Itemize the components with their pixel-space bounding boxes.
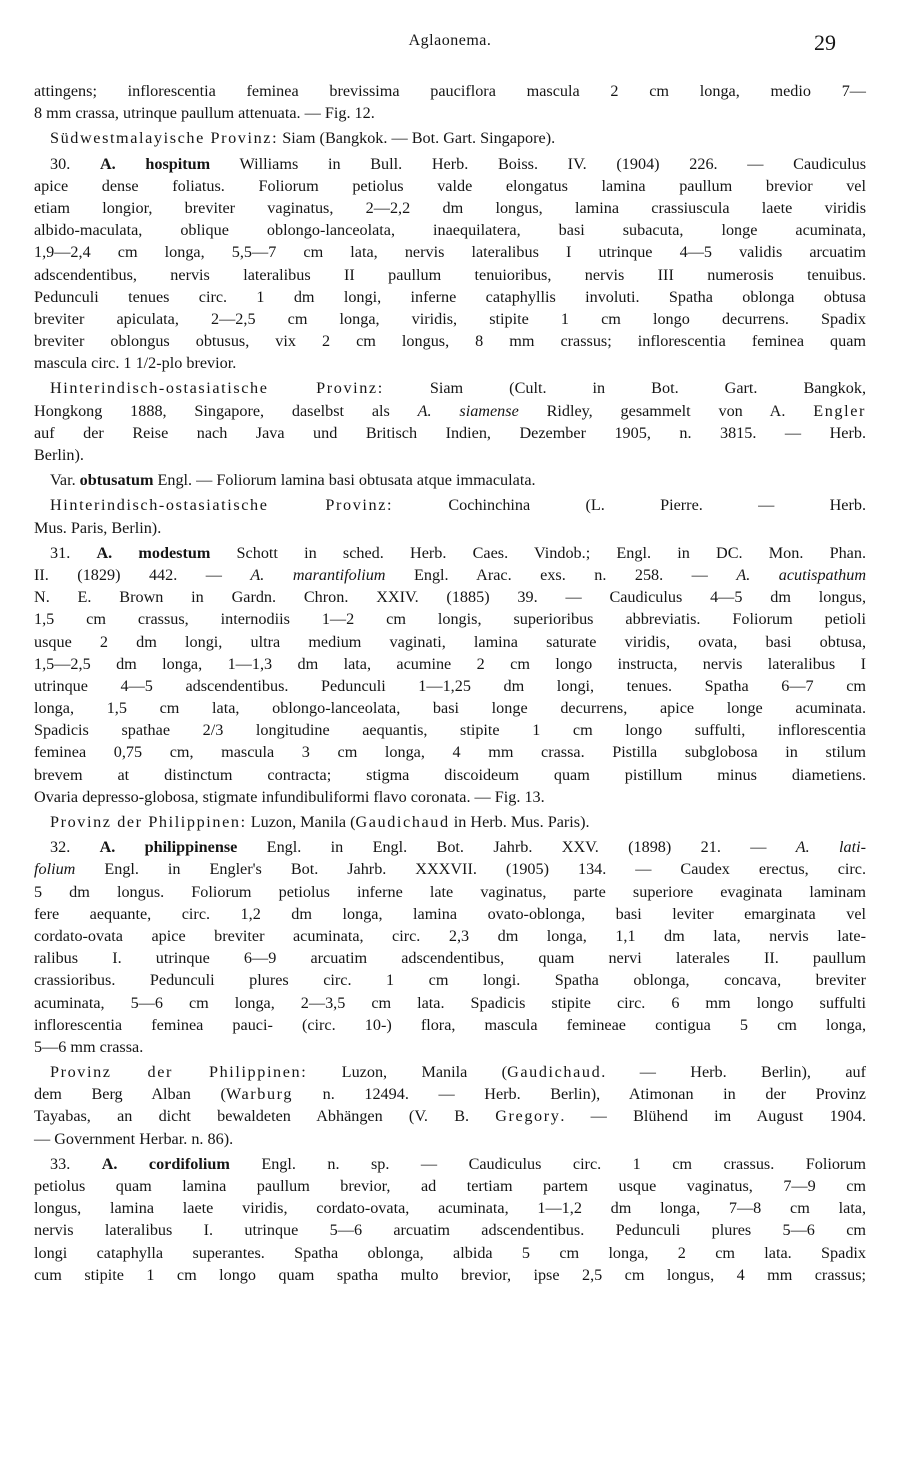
text-segment: — Government Herbar. n. 86). bbox=[34, 1129, 234, 1148]
synonym-name: A. lati- bbox=[795, 838, 867, 857]
text-line bbox=[34, 1153, 866, 1175]
text-line bbox=[34, 1264, 866, 1286]
text-line bbox=[34, 219, 866, 241]
text-segment: breviter oblongus obtusus, vix 2 cm longus, 8 mm crassus; inflorescentia feminea quam bbox=[34, 332, 866, 351]
synonym-name: A. siamense bbox=[417, 401, 519, 420]
text-segment: Engl. in Engl. Bot. Jahrb. XXV. (1898) 21. — bbox=[237, 838, 796, 857]
text-line bbox=[34, 786, 866, 808]
text-segment: etiam longior, breviter vaginatus, 2—2,2 dm longus, lamina crassiuscula laete viridis bbox=[34, 198, 866, 217]
text-segment: 33. bbox=[50, 1154, 102, 1173]
text-segment: auf der Reise nach Java und Britisch Indien, Dezember 1905, n. 3815. — Herb. bbox=[34, 423, 866, 442]
paragraph bbox=[34, 127, 866, 149]
text-segment: Luzon, Manila ( bbox=[246, 813, 356, 831]
text-line bbox=[34, 992, 866, 1014]
text-segment: inflorescentia feminea pauci- (circ. 10-) flora, mascula femineae contigua 5 cm longa, bbox=[34, 1015, 866, 1034]
text-line bbox=[34, 564, 866, 586]
paragraph bbox=[34, 811, 866, 833]
text-segment: Hongkong 1888, Singapore, daselbst als bbox=[34, 401, 418, 420]
text-segment: Schott in sched. Herb. Caes. Vindob.; Engl. in DC. Mon. Phan. bbox=[210, 543, 867, 562]
text-line bbox=[34, 1128, 866, 1150]
text-line bbox=[34, 719, 866, 741]
text-line bbox=[34, 586, 866, 608]
spaced-locality: Südwestmalayische Provinz: bbox=[50, 129, 279, 148]
text-segment: Williams in Bull. Herb. Boiss. IV. (1904) 226. — Caudiculus bbox=[210, 154, 867, 173]
text-line bbox=[34, 969, 866, 991]
species-name: A. modestum bbox=[96, 543, 211, 562]
text-segment: dem Berg Alban ( bbox=[34, 1085, 226, 1104]
synonym-name: folium bbox=[34, 860, 76, 879]
text-segment: cordato-ovata apice breviter acuminata, circ. 2,3 dm longa, 1,1 dm lata, nervis late- bbox=[34, 926, 866, 945]
text-segment: acuminata, 5—6 cm longa, 2—3,5 cm lata. Spadicis stipite circ. 6 mm longo suffulti bbox=[34, 993, 866, 1012]
text-line bbox=[34, 903, 866, 925]
text-segment: 8 mm crassa, utrinque paullum attenuata. — Fig. 12. bbox=[34, 104, 375, 123]
spaced-locality: Provinz der Philippinen: bbox=[50, 1063, 308, 1082]
page-number: 29 bbox=[814, 30, 836, 55]
text-line bbox=[34, 1036, 866, 1058]
text-segment: 5 dm longus. Foliorum petiolus inferne late vaginatus, parte superiore evaginata laminam bbox=[34, 882, 866, 901]
species-name: A. hospitum bbox=[99, 154, 211, 173]
text-segment: Engl. n. sp. — Caudiculus circ. 1 cm crassus. Foliorum bbox=[229, 1154, 866, 1173]
text-line bbox=[34, 697, 866, 719]
text-segment: feminea 0,75 cm, mascula 3 cm longa, 4 mm crassa. Pistilla subglobosa in stilum bbox=[34, 743, 866, 762]
text-segment: Engl. Arac. exs. n. 258. — bbox=[385, 565, 737, 584]
text-line bbox=[34, 881, 866, 903]
paragraph bbox=[34, 542, 866, 808]
spaced-locality: Hinterindisch-ostasiatische Provinz: bbox=[50, 379, 384, 398]
text-line bbox=[34, 1061, 866, 1083]
text-segment: 1,5—2,5 dm longa, 1—1,3 dm lata, acumine 2 cm longo instructa, nervis lateralibus I bbox=[34, 654, 866, 673]
text-line bbox=[34, 1014, 866, 1036]
text-segment: Berlin). bbox=[34, 446, 84, 464]
text-segment: Mus. Paris, Berlin). bbox=[34, 518, 162, 537]
text-line bbox=[34, 444, 866, 466]
text-line bbox=[34, 469, 866, 491]
text-segment: Spadicis spathae 2/3 longitudine aequantis, stipite 1 cm longo suffulti, inflorescentia bbox=[34, 721, 866, 740]
running-head: Aglaonema. bbox=[408, 32, 492, 49]
text-line bbox=[34, 631, 866, 653]
text-segment: petiolus quam lamina paullum brevior, ad tertiam partem usque vaginatus, 7—9 cm bbox=[34, 1177, 866, 1195]
text-segment: Tayabas, an dicht bewaldeten Abhängen (V. B. bbox=[34, 1107, 496, 1126]
text-line bbox=[34, 764, 866, 786]
text-line bbox=[34, 1242, 866, 1264]
text-line bbox=[34, 608, 866, 630]
text-line bbox=[34, 1083, 866, 1105]
spaced-locality: Engler bbox=[813, 401, 866, 420]
text-segment: fere aequante, circ. 1,2 dm longa, lamina ovato-oblonga, basi leviter emarginata vel bbox=[34, 904, 866, 923]
text-line bbox=[34, 675, 866, 697]
text-line bbox=[34, 308, 866, 330]
text-line bbox=[34, 422, 866, 444]
text-segment: ralibus I. utrinque 6—9 arcuatim adscendentibus, quam nervi laterales II. paullum bbox=[34, 949, 866, 968]
text-line bbox=[34, 80, 866, 102]
spaced-locality: Warburg bbox=[225, 1085, 294, 1104]
text-line bbox=[34, 197, 866, 219]
text-segment: n. 12494. — Herb. Berlin), Atimonan in der Provinz bbox=[293, 1085, 866, 1104]
text-segment: Var. bbox=[50, 471, 80, 490]
text-segment: Ovaria depresso-globosa, stigmate infundibuliformi flavo coronata. — Fig. 13. bbox=[34, 787, 545, 806]
text-segment: 1,9—2,4 cm longa, 5,5—7 cm lata, nervis lateralibus I utrinque 4—5 validis arcuatim bbox=[34, 243, 866, 262]
spaced-locality: Hinterindisch-ostasiatische Provinz: bbox=[50, 496, 394, 515]
text-line bbox=[34, 836, 866, 858]
text-line bbox=[34, 1105, 866, 1127]
text-segment: Cochinchina (L. Pierre. — Herb. bbox=[393, 496, 866, 515]
text-line bbox=[34, 286, 866, 308]
spaced-locality: Gaudichaud bbox=[355, 813, 450, 831]
text-segment: . — Herb. Berlin), auf bbox=[601, 1063, 866, 1082]
text-segment: . — Blühend im August 1904. bbox=[560, 1107, 866, 1126]
text-line bbox=[34, 264, 866, 286]
text-segment: 32. bbox=[50, 838, 100, 857]
paragraph bbox=[34, 80, 866, 124]
text-segment: Luzon, Manila ( bbox=[307, 1063, 508, 1082]
paragraph bbox=[34, 1061, 866, 1150]
text-line bbox=[34, 741, 866, 763]
text-segment: 30. bbox=[50, 154, 100, 173]
text-line bbox=[34, 1175, 866, 1197]
text-line bbox=[34, 1197, 866, 1219]
text-line bbox=[34, 330, 866, 352]
text-segment: 5—6 mm crassa. bbox=[34, 1037, 144, 1056]
paragraph bbox=[34, 494, 866, 538]
synonym-name: A. acutispathum bbox=[736, 565, 867, 584]
text-line bbox=[34, 241, 866, 263]
paragraph bbox=[34, 1153, 866, 1286]
text-line bbox=[34, 653, 866, 675]
body-text bbox=[34, 80, 866, 1286]
text-line bbox=[34, 377, 866, 399]
text-line bbox=[34, 947, 866, 969]
text-segment: Engl. — Foliorum lamina basi obtusata atque immaculata. bbox=[153, 471, 536, 490]
text-segment: apice dense foliatus. Foliorum petiolus valde elongatus lamina paullum brevior vel bbox=[34, 176, 866, 195]
text-segment: utrinque 4—5 adscendentibus. Pedunculi 1—1,25 dm longi, tenues. Spatha 6—7 cm bbox=[34, 676, 866, 695]
species-name: A. cordifolium bbox=[101, 1154, 230, 1173]
text-line bbox=[34, 542, 866, 564]
text-line bbox=[34, 400, 866, 422]
text-line bbox=[34, 175, 866, 197]
text-segment: Engl. in Engler's Bot. Jahrb. XXXVII. (1905) 134. — Caudex erectus, circ. bbox=[75, 860, 866, 879]
spaced-locality: Provinz der Philippinen: bbox=[50, 813, 247, 831]
text-line bbox=[34, 517, 866, 539]
species-name: obtusatum bbox=[79, 471, 154, 490]
text-segment: II. (1829) 442. — bbox=[34, 565, 251, 584]
text-segment: 31. bbox=[50, 543, 97, 562]
text-segment: attingens; inflorescentia feminea brevissima pauciflora mascula 2 cm longa, medio 7— bbox=[34, 82, 866, 100]
text-segment: Siam (Bangkok. — Bot. Gart. Singapore). bbox=[278, 129, 556, 148]
text-segment: albido-maculata, oblique oblongo-lanceolata, inaequilatera, basi subacuta, longe acuminata, bbox=[34, 221, 866, 240]
text-line bbox=[34, 127, 866, 149]
paragraph bbox=[34, 377, 866, 466]
text-segment: Siam (Cult. in Bot. Gart. Bangkok, bbox=[383, 379, 867, 398]
species-name: A. philippinense bbox=[99, 838, 238, 857]
text-line bbox=[34, 858, 866, 880]
spaced-locality: Gregory bbox=[495, 1107, 561, 1126]
paragraph bbox=[34, 469, 866, 491]
text-line bbox=[34, 102, 866, 124]
text-segment: crassioribus. Pedunculi plures circ. 1 cm longi. Spatha oblonga, concava, breviter bbox=[34, 971, 866, 990]
text-segment: nervis lateralibus I. utrinque 5—6 arcuatim adscendentibus. Pedunculi plures 5—6 cm bbox=[34, 1221, 866, 1240]
text-segment: breviter apiculata, 2—2,5 cm longa, viridis, stipite 1 cm longo decurrens. Spadix bbox=[34, 309, 866, 328]
text-line bbox=[34, 352, 866, 374]
paragraph bbox=[34, 836, 866, 1058]
text-segment: in Herb. Mus. Paris). bbox=[449, 813, 590, 831]
text-segment: N. E. Brown in Gardn. Chron. XXIV. (1885) 39. — Caudiculus 4—5 dm longus, bbox=[34, 588, 866, 607]
text-segment: cum stipite 1 cm longo quam spatha multo brevior, ipse 2,5 cm longus, 4 mm crassus; bbox=[34, 1265, 866, 1284]
text-segment: usque 2 dm longi, ultra medium vaginati, lamina saturate viridis, ovata, basi obtusa, bbox=[34, 632, 866, 651]
text-line bbox=[34, 925, 866, 947]
text-segment: adscendentibus, nervis lateralibus II paullum tenuioribus, nervis III numerosis tenuibus. bbox=[34, 265, 866, 284]
text-segment: mascula circ. 1 1/2-plo brevior. bbox=[34, 354, 237, 373]
text-line bbox=[34, 494, 866, 516]
text-segment: longa, 1,5 cm lata, oblongo-lanceolata, basi longe decurrens, apice longe acuminata. bbox=[34, 699, 866, 718]
spaced-locality: Gaudichaud bbox=[507, 1063, 602, 1082]
text-segment: brevem at distinctum contracta; stigma discoideum quam pistillum minus diametiens. bbox=[34, 765, 866, 784]
text-segment: longus, lamina laete viridis, cordato-ovata, acuminata, 1—1,2 dm longa, 7—8 cm lata, bbox=[34, 1199, 866, 1218]
text-segment: Pedunculi tenues circ. 1 dm longi, inferne cataphyllis involuti. Spatha oblonga obtusa bbox=[34, 287, 866, 306]
text-segment: Ridley, gesammelt von A. bbox=[518, 401, 814, 420]
text-segment: longi cataphylla superantes. Spatha oblonga, albida 5 cm longa, 2 cm lata. Spadix bbox=[34, 1243, 866, 1262]
text-line bbox=[34, 153, 866, 175]
paragraph bbox=[34, 153, 866, 375]
synonym-name: A. marantifolium bbox=[250, 565, 386, 584]
text-line bbox=[34, 1219, 866, 1241]
text-line bbox=[34, 811, 866, 833]
text-segment: 1,5 cm crassus, internodiis 1—2 cm longis, superioribus abbreviatis. Foliorum petioli bbox=[34, 610, 866, 629]
